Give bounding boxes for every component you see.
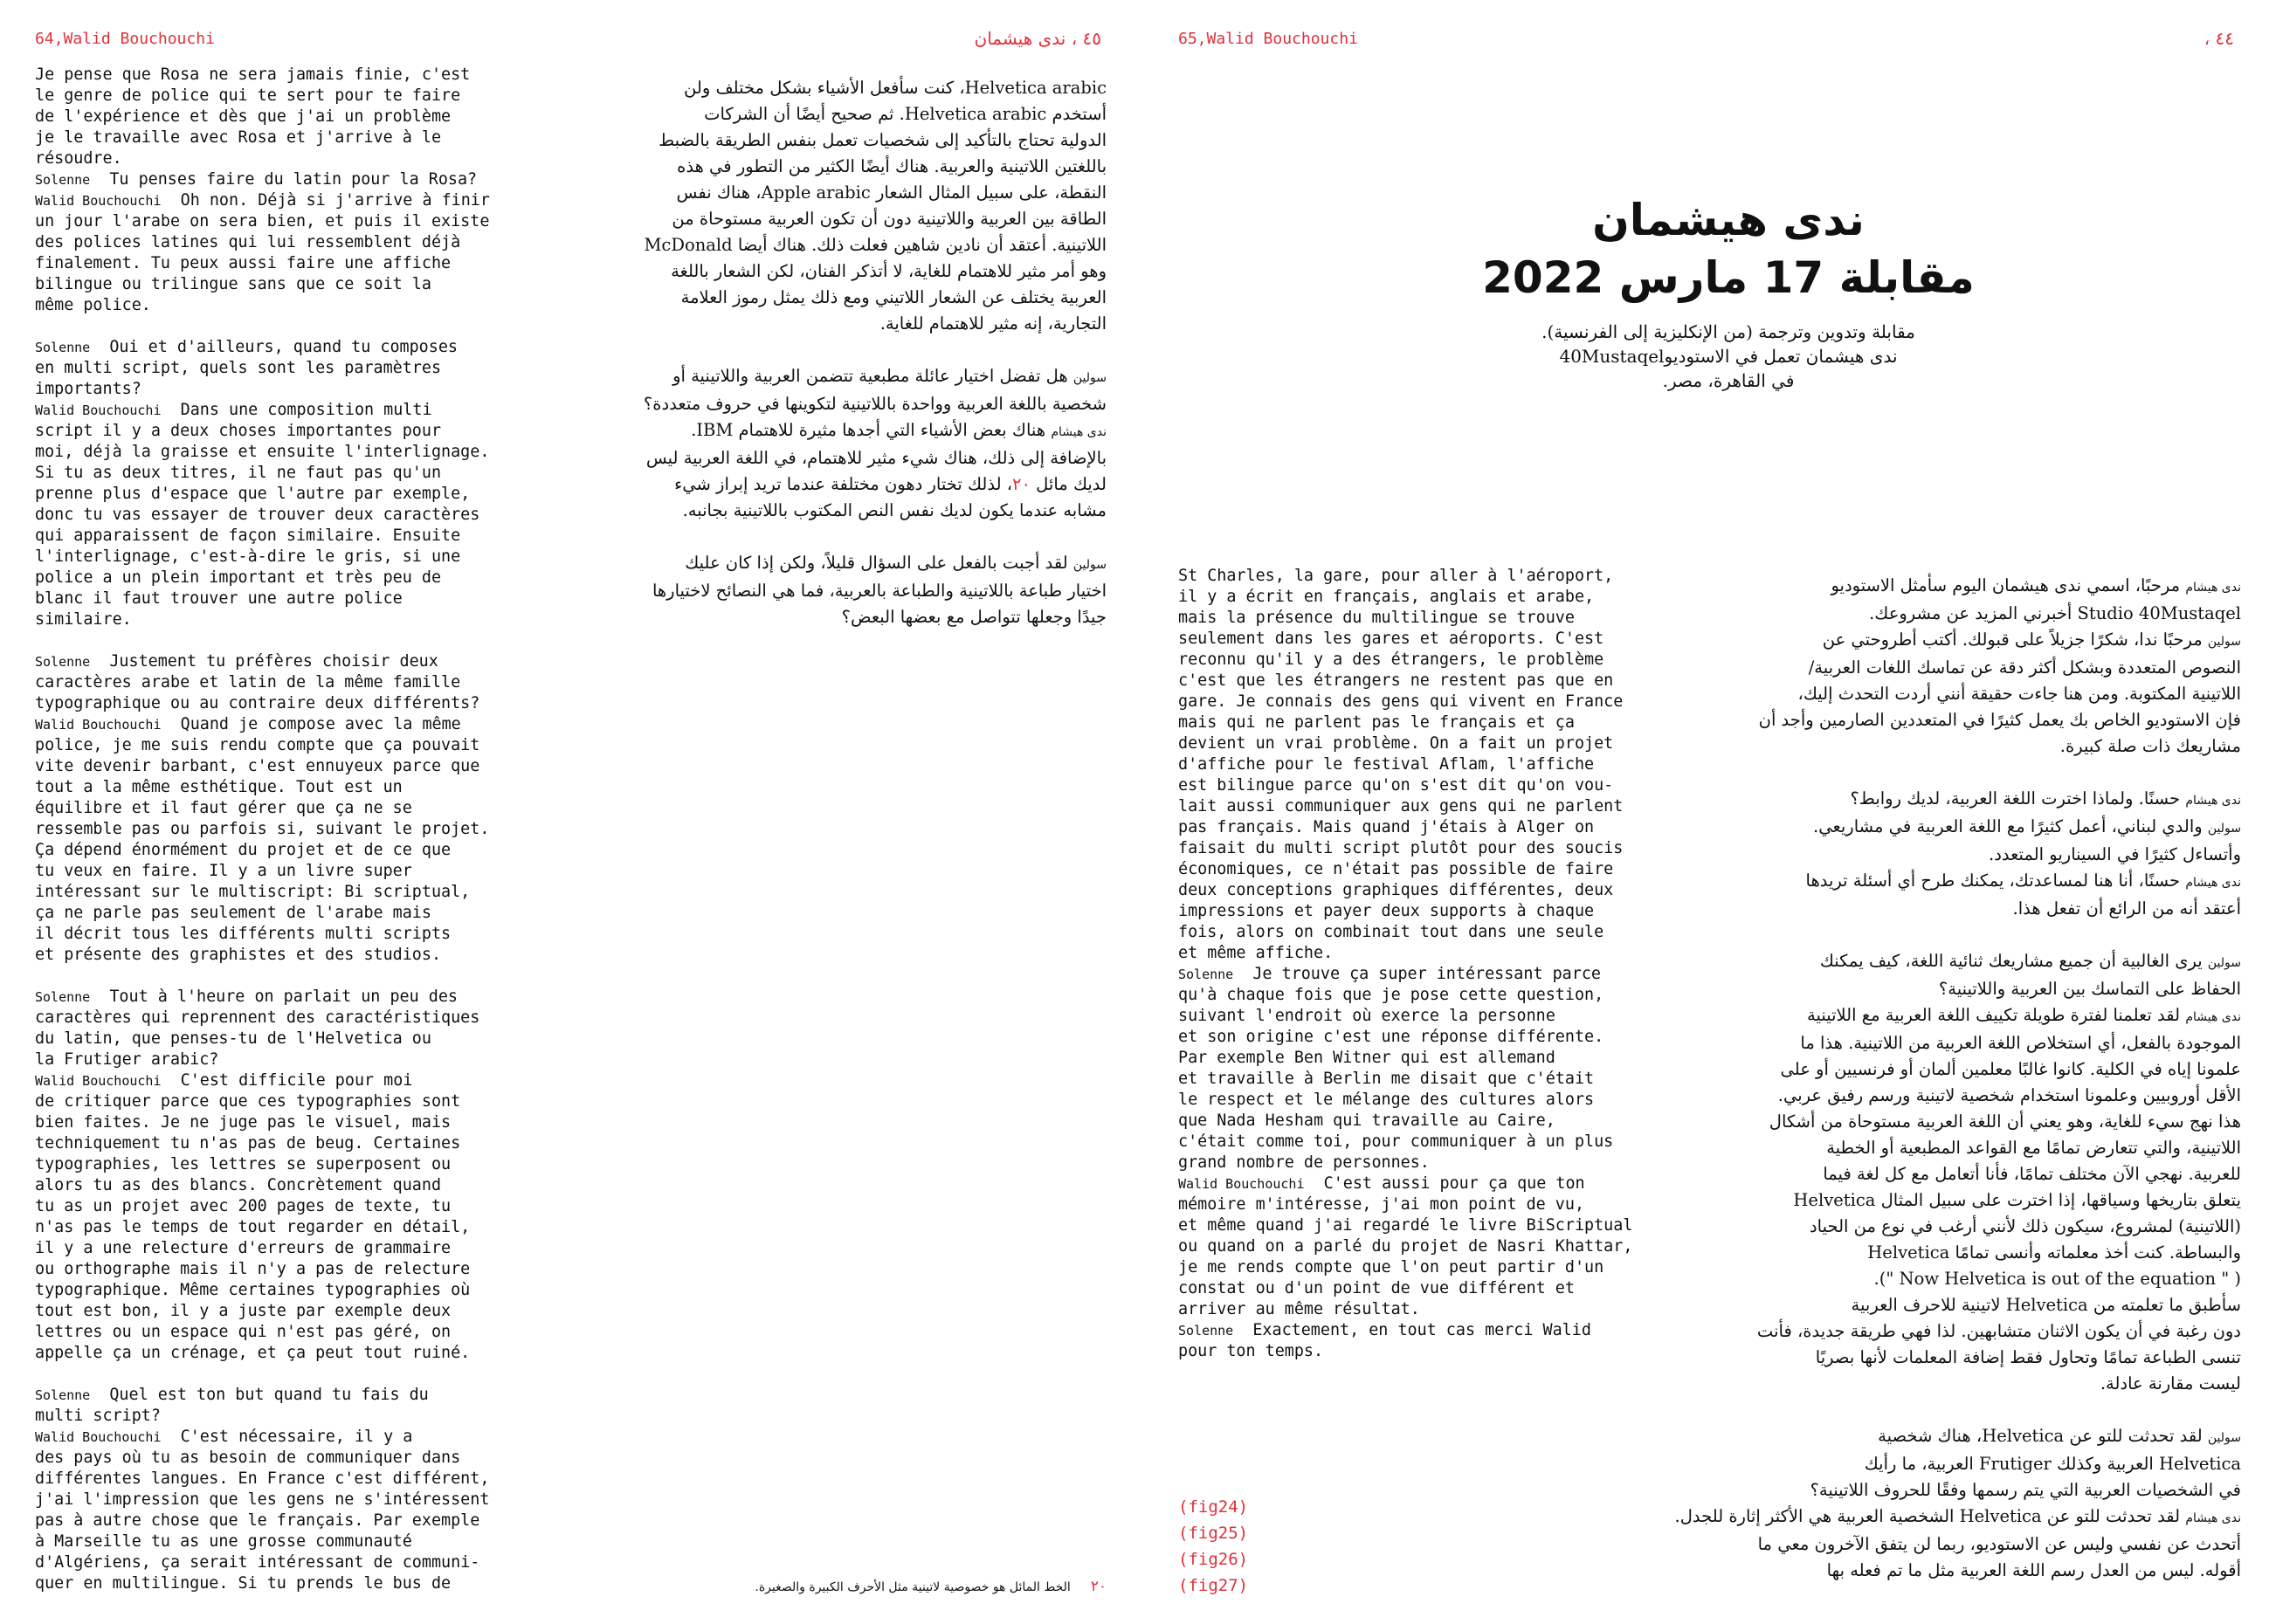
text-line: Studio 40Mustaqel أخبرني المزيد عن مشروعك. xyxy=(1869,603,2241,623)
text-line: Walid Bouchouchi C'est difficile pour moi xyxy=(35,1071,413,1090)
speaker-name: ندى هيشام xyxy=(1051,425,1107,439)
paragraph xyxy=(35,337,559,630)
text-line: باللغتين اللاتينية والعربية. هناك أيضًا الكثير من التطور في هذه xyxy=(677,156,1107,176)
speaker-name: Solenne xyxy=(1178,967,1234,982)
text-line: blanc il faut trouver une autre police xyxy=(35,589,403,608)
text-line: سولين هل تفضل اختيار عائلة مطبعية تتضمن العربية واللاتينية أو xyxy=(672,366,1107,386)
text-line: tout a la même esthétique. Tout est un xyxy=(35,778,403,796)
text-line: Solenne Quel est ton but quand tu fais du xyxy=(35,1386,429,1404)
text-line: importants? xyxy=(35,380,141,398)
text-line: suivant l'endroit où exerce la personne xyxy=(1178,1007,1555,1025)
text-line: شخصية باللغة العربية وواحدة باللاتينية لتكوينها في حروف متعددة؟ xyxy=(643,394,1107,414)
text-line: للعربية. نهجي الآن مختلف تمامًا، فأنا أتعامل مع كل لغة فيما xyxy=(1823,1164,2241,1184)
text-line: Walid Bouchouchi C'est aussi pour ça que ton xyxy=(1178,1174,1585,1193)
text-line: en multi script, quels sont les paramètres xyxy=(35,359,442,377)
text-line: techniquement tu n'as pas de beug. Certaines xyxy=(35,1134,461,1153)
text-line: deux conceptions graphiques différentes, deux xyxy=(1178,881,1614,899)
speaker-name: Walid Bouchouchi xyxy=(1178,1176,1305,1192)
text-line: سولين والدي لبناني، أعمل كثيرًا مع اللغة العربية في مشاريعي. xyxy=(1813,816,2241,836)
intro-block xyxy=(1484,320,1973,393)
text-line: du latin, que penses-tu de l'Helvetica ou xyxy=(35,1029,431,1048)
text-line: différentes langues. En France c'est différent, xyxy=(35,1469,490,1488)
text-line: Solenne Exactement, en tout cas merci Walid xyxy=(1178,1321,1591,1339)
speaker-name: سولين xyxy=(2207,822,2241,836)
speaker-name: سولين xyxy=(1072,558,1107,572)
text-line: mais la présence du multilingue se trouve xyxy=(1178,609,1575,627)
text-line: police, je me suis rendu compte que ça pouvait xyxy=(35,736,480,754)
text-line: n'as pas le temps de tout regarder en détail, xyxy=(35,1218,471,1236)
text-line: النصوص المتعددة وبشكل أكثر دقة عن تماسك اللغات العربية/ xyxy=(1808,657,2241,678)
text-line: impressions et payer deux supports à chaque xyxy=(1178,902,1595,920)
intro-line: مقابلة وتدوين وترجمة (من الإنكليزية إلى الفرنسية). xyxy=(1541,321,1915,342)
text-line: الدولية تحتاج بالتأكيد إلى شخصيات تعمل بنفس الطريقة بالضبط xyxy=(659,130,1107,150)
text-line: اختيار طباعة باللاتينية والطباعة بالعربية، فما هي النصائح لاختيارها xyxy=(652,581,1107,601)
text-line: tu as un projet avec 200 pages de texte, tu xyxy=(35,1197,452,1215)
text-line: je le travaille avec Rosa et j'arrive à le xyxy=(35,128,442,147)
text-line: التجارية، إنه مثير للاهتمام للغاية. xyxy=(879,313,1107,334)
text-line: سولين يرى الغالبية أن جميع مشاريعك ثنائية اللغة، كيف يمكنك xyxy=(1819,951,2241,971)
text-line: la Frutiger arabic? xyxy=(35,1050,219,1069)
footnote-marker: ٢٠ xyxy=(1012,474,1031,494)
text-line: appelle ça un crénage, et ça peut tout ruiné. xyxy=(35,1344,471,1362)
text-line: ندى هيشام مرحبًا، اسمي ندى هيشمان اليوم سأمثل الاستوديو xyxy=(1831,575,2241,595)
text-line: tout est bon, il y a juste par exemple deux xyxy=(35,1302,452,1320)
text-line: faisait du multi script plutôt pour des soucis xyxy=(1178,839,1624,857)
speaker-name: سولين xyxy=(2207,1431,2241,1445)
text-line: d'Algériens, ça serait intéressant de communi- xyxy=(35,1553,480,1572)
text-line: et même quand j'ai regardé le livre BiScriptual xyxy=(1178,1216,1633,1235)
arabic-column-right xyxy=(1674,573,2241,1610)
text-line: Walid Bouchouchi C'est nécessaire, il y a xyxy=(35,1428,413,1446)
text-line: اللاتينية، والتي تتعارض تمامًا مع القواعد المطبعية أو الخطية xyxy=(1826,1138,2241,1158)
text-line: مشاريعك ذات صلة كبيرة. xyxy=(2059,736,2241,756)
text-line: الحفاظ على التماسك بين العربية واللاتينية؟ xyxy=(1938,979,2241,999)
text-line: اللاتينية المكتوبة. ومن هنا جاءت حقيقة أنني أردت التحدث إليك، xyxy=(1797,684,2241,704)
text-line: typographies, les lettres se superposent ou xyxy=(35,1155,452,1173)
text-line: le respect et le mélange des cultures alors xyxy=(1178,1091,1595,1109)
speaker-name: سولين xyxy=(2207,635,2241,649)
text-line: alors tu as des blancs. Concrètement quand xyxy=(35,1176,442,1194)
text-line: seulement dans les gares et aéroports. C'est xyxy=(1178,630,1604,648)
text-line: مشابه عندما يكون لديك نفس النص المكتوب باللاتينية بجانبه. xyxy=(682,500,1107,520)
footnote-number: ٢٠ xyxy=(1090,1578,1107,1595)
left-page xyxy=(0,0,1134,1624)
paragraph xyxy=(35,987,559,1364)
text-line: النقطة، على سبيل المثال الشعار Apple arabic، هناك نفس xyxy=(676,182,1107,203)
text-line: script il y a deux choses importantes pour xyxy=(35,422,442,440)
text-line: أعتقد أنه من الرائع أن تفعل هذا. xyxy=(2012,898,2241,919)
text-line: ressemble pas ou parfois si, suivant le projet. xyxy=(35,820,490,838)
paragraph xyxy=(565,75,1107,337)
text-line: أستخدم Helvetica arabic. ثم صحيح أيضًا أن الشركات xyxy=(704,104,1107,124)
text-line: تنسى الطباعة تمامًا وتحاول فقط إضافة المعلمات لأنها بصريًا xyxy=(1815,1347,2241,1367)
text-line: والبساطة. كنت أخذ معلماته وأنسى تمامًا Helvetica xyxy=(1867,1242,2241,1263)
speaker-name: Walid Bouchouchi xyxy=(35,717,162,733)
paragraph xyxy=(35,1385,559,1594)
paragraph xyxy=(35,65,559,316)
speaker-name: ندى هيشام xyxy=(2185,876,2241,890)
text-line: moi, déjà la graisse et ensuite l'interlignage. xyxy=(35,443,490,461)
speaker-name: Walid Bouchouchi xyxy=(35,403,162,418)
running-head-left-ar: ٤٥ ، ندى هيشمان xyxy=(974,28,1101,49)
text-line: multi script? xyxy=(35,1407,161,1425)
paragraph xyxy=(35,651,559,966)
text-line: pas français. Mais quand j'étais à Alger on xyxy=(1178,818,1595,836)
text-line: bien faites. Je ne juge pas le visuel, mais xyxy=(35,1113,452,1132)
text-line: Par exemple Ben Witner qui est allemand xyxy=(1178,1049,1555,1067)
text-line: est bilingue parce qu'on s'est dit qu'on vou- xyxy=(1178,776,1614,795)
speaker-name: Walid Bouchouchi xyxy=(35,193,162,209)
text-line: intéressant sur le multiscript: Bi scriptual, xyxy=(35,883,471,901)
text-line: أتحدث عن نفسي وليس عن الاستوديو، ربما لن يتفق الآخرون معي ما xyxy=(1757,1534,2241,1554)
text-line: tu veux en faire. Il y a un livre super xyxy=(35,862,412,880)
text-line: لديك مائل ٢٠، لذلك تختار دهون مختلفة عندما تريد إبراز شيء xyxy=(674,474,1107,494)
speaker-name: Solenne xyxy=(1178,1323,1234,1338)
text-line: Walid Bouchouchi Dans une composition multi xyxy=(35,401,432,419)
paragraph xyxy=(1700,786,2241,922)
figure-ref: (fig24) xyxy=(1178,1497,1249,1517)
text-line: qui apparaissent de façon similaire. Ensuite xyxy=(35,526,461,545)
text-line: résoudre. xyxy=(35,149,122,168)
text-line: Solenne Je trouve ça super intéressant parce xyxy=(1178,965,1601,983)
text-line: et présente des graphistes et des studios. xyxy=(35,946,442,964)
text-line: lettres ou un espace qui n'est pas géré, on xyxy=(35,1323,452,1341)
text-line: et son origine c'est une réponse différente. xyxy=(1178,1028,1604,1046)
text-line: العربية يختلف عن الشعار اللاتيني ومع ذلك يمثل رموز العلامة xyxy=(680,287,1107,307)
text-line: caractères arabe et latin de la même famille xyxy=(35,673,461,692)
text-line: ou orthographe mais il n'y a pas de relecture xyxy=(35,1260,471,1278)
text-line: سولين لقد أجبت بالفعل على السؤال قليلاً، ولكن إذا كان عليك xyxy=(685,553,1107,573)
text-line: سولين لقد تحدثت للتو عن Helvetica، هناك شخصية xyxy=(1878,1426,2241,1446)
text-line: de critiquer parce que ces typographies sont xyxy=(35,1092,461,1111)
text-line: gare. Je connais des gens qui vivent en France xyxy=(1178,692,1624,711)
text-line: devient un vrai problème. On a fait un projet xyxy=(1178,734,1614,753)
speaker-name: Walid Bouchouchi xyxy=(35,1429,162,1445)
text-line: reconnu qu'il y a des étrangers, le problème xyxy=(1178,650,1604,669)
text-line: et même affiche. xyxy=(1178,944,1334,962)
right-page xyxy=(1134,0,2269,1624)
text-line: qu'à chaque fois que je pose cette question, xyxy=(1178,986,1604,1004)
text-line: Solenne Justement tu préfères choisir deux xyxy=(35,652,438,671)
text-line: وأتساءل كثيرًا في السيناريو المتعدد. xyxy=(1989,844,2241,864)
text-line: économiques, ce n'était pas possible de faire xyxy=(1178,860,1614,878)
text-line: le genre de police qui te sert pour te faire xyxy=(35,86,461,105)
text-line: similaire. xyxy=(35,610,132,629)
text-line: des pays où tu as besoin de communiquer dans xyxy=(35,1449,461,1467)
text-line: il y a écrit en français, anglais et arabe, xyxy=(1178,588,1595,606)
text-line: ندى هيشام هناك بعض الأشياء التي أجدها مثيرة للاهتمام IBM. xyxy=(691,420,1107,440)
speaker-name: Solenne xyxy=(35,654,91,670)
text-line: الموجودة بالفعل، أي استخلاص اللغة العربية من اللاتينية. هذا ما xyxy=(1800,1033,2241,1053)
text-line: c'était comme toi, pour communiquer à un plus xyxy=(1178,1132,1614,1151)
text-line: Solenne Tout à l'heure on parlait un peu des xyxy=(35,987,458,1006)
text-line: جيدًا وجعلها تتواصل مع بعضها البعض؟ xyxy=(841,607,1107,627)
figure-ref: (fig25) xyxy=(1178,1524,1249,1543)
text-line: pour ton temps. xyxy=(1178,1342,1324,1360)
text-line: في الشخصيات العربية التي يتم رسمها وفقًا للحروف اللاتينية؟ xyxy=(1810,1480,2241,1500)
paragraph xyxy=(1178,566,1711,1362)
text-line: ( " Now Helvetica is out of the equation "). xyxy=(1873,1269,2241,1289)
footnote-text: الخط المائل هو خصوصية لاتينية مثل الأحرف الكبيرة والصغيرة. xyxy=(755,1580,1071,1594)
text-line: finalement. Tu peux aussi faire une affiche xyxy=(35,254,452,272)
text-line: mais qui ne parlent pas le français et ça xyxy=(1178,713,1575,732)
french-column-left xyxy=(35,65,559,1615)
text-line: Solenne Oui et d'ailleurs, quand tu composes xyxy=(35,338,458,356)
text-line: de l'expérience et dès que j'ai un problème xyxy=(35,107,452,126)
text-line: وهو أمر مثير للاهتمام للغاية، لا أتذكر الفنان، لكن الشعار باللغة xyxy=(671,261,1107,281)
text-line: que Nada Hesham qui travaille au Caire, xyxy=(1178,1111,1555,1130)
speaker-name: Solenne xyxy=(35,172,91,188)
paragraph xyxy=(1674,1423,2241,1584)
paragraph xyxy=(565,363,1107,524)
text-line: سولين مرحبًا ندا، شكرًا جزيلاً على قبولك. أكتب أطروحتي عن xyxy=(1822,630,2241,650)
text-line: Je pense que Rosa ne sera jamais finie, c'est xyxy=(35,65,471,84)
text-line: سأطبق ما تعلمته من Helvetica لاتينية للاحرف العربية xyxy=(1851,1295,2241,1315)
speaker-name: ندى هيشام xyxy=(2185,581,2241,595)
speaker-name: Walid Bouchouchi xyxy=(35,1073,162,1089)
text-line: ça ne parle pas seulement de l'arabe mais xyxy=(35,904,431,922)
text-line: donc tu vas essayer de trouver deux caractères xyxy=(35,506,480,524)
text-line: اللاتينية. أعتقد أن نادين شاهين فعلت ذلك. هناك أيضا McDonald xyxy=(644,235,1107,255)
speaker-name: Solenne xyxy=(35,989,91,1005)
text-line: fois, alors on combinait tout dans une seule xyxy=(1178,923,1604,941)
paragraph xyxy=(565,550,1107,630)
text-line: arriver au même résultat. xyxy=(1178,1300,1420,1318)
text-line: l'interlignage, c'est-à-dire le gris, si une xyxy=(35,547,461,566)
speaker-name: سولين xyxy=(2207,956,2241,970)
speaker-name: Solenne xyxy=(35,340,91,355)
paragraph xyxy=(1700,948,2241,1397)
text-line: يتعلق بتاريخها وسياقها، إذا اخترت على سبيل المثال Helvetica xyxy=(1793,1190,2241,1210)
french-column-right xyxy=(1178,566,1711,1383)
text-line: ندى هيشام حسنًا، أنا هنا لمساعدتك، يمكنك طرح أي أسئلة تريدها xyxy=(1805,870,2241,891)
text-line: أقوله. ليس من العدل رسم اللغة العربية مثل ما تم فعله بها xyxy=(1826,1560,2241,1580)
text-line: ندى هيشام لقد تعلمنا لفترة طويلة تكييف اللغة العربية مع اللاتينية xyxy=(1807,1005,2241,1025)
text-line: et travaille à Berlin me disait que c'était xyxy=(1178,1070,1595,1088)
text-line: lait aussi communiquer aux gens qui ne parlent xyxy=(1178,797,1624,815)
arabic-column-left xyxy=(565,75,1107,657)
text-line: vite devenir barbant, c'est ennuyeux parce que xyxy=(35,757,480,775)
text-line: constat ou d'un point de vue différent et xyxy=(1178,1279,1575,1297)
text-line: il y a une relecture d'erreurs de grammaire xyxy=(35,1239,452,1257)
figure-ref: (fig27) xyxy=(1178,1576,1249,1595)
text-line: Ça dépend énormément du projet et de ce que xyxy=(35,841,452,859)
text-line: même police. xyxy=(35,296,151,314)
speaker-name: Solenne xyxy=(35,1387,91,1403)
text-line: علمونا إياه في الكلية. كانوا غالبًا معلمين ألمان أو فرنسيين أو على xyxy=(1780,1059,2241,1079)
text-line: Solenne Tu penses faire du latin pour la Rosa? xyxy=(35,170,478,189)
speaker-name: ندى هيشام xyxy=(2185,794,2241,808)
running-head-right-ar: ٤٤ ، xyxy=(2203,28,2234,49)
text-line: d'affiche pour le festival Aflam, l'affiche xyxy=(1178,755,1595,774)
intro-line: في القاهرة، مصر. xyxy=(1662,370,1795,391)
title-interview-date: مقابلة 17 مارس 2022 xyxy=(1482,252,1975,303)
footnote-20 xyxy=(755,1578,1107,1595)
text-line: pas à autre chose que le français. Par exemple xyxy=(35,1511,480,1530)
text-line: un jour l'arabe on sera bien, et puis il existe xyxy=(35,212,490,231)
text-line: des polices latines qui lui ressemblent déjà xyxy=(35,233,461,251)
figure-references xyxy=(1178,1494,1248,1599)
text-line: بالإضافة إلى ذلك، هناك شيء مثير للاهتمام، في اللغة العربية ليس xyxy=(645,448,1107,468)
text-line: ندى هيشام لقد تحدثت للتو عن Helvetica الشخصية العربية هي الأكثر إثارة للجدل. xyxy=(1674,1506,2241,1526)
text-line: grand nombre de personnes. xyxy=(1178,1153,1430,1172)
text-line: mémoire m'intéresse, j'ai mon point de vu, xyxy=(1178,1195,1585,1214)
text-line: il décrit tous les différents multi scripts xyxy=(35,925,452,943)
speaker-name: سولين xyxy=(1072,371,1107,385)
text-line: St Charles, la gare, pour aller à l'aéroport, xyxy=(1178,567,1614,585)
text-line: typographique. Même certaines typographies où xyxy=(35,1281,471,1299)
text-line: فإن الاستوديو الخاص بك يعمل كثيرًا في المتعددين الصارمين وأجد أن xyxy=(1758,710,2241,730)
text-line: الطاقة بين العربية واللاتينية دون أن تكون العربية مستوحاة من xyxy=(672,209,1107,229)
text-line: à Marseille tu as une grosse communauté xyxy=(35,1532,412,1551)
text-line: هذا نهج سيء للغاية، وهو يعني أن اللغة العربية مستوحاة من أشكال xyxy=(1769,1111,2241,1132)
text-line: ليست مقارنة عادلة. xyxy=(2100,1373,2241,1393)
text-line: ou quand on a parlé du projet de Nasri Khattar, xyxy=(1178,1237,1633,1256)
text-line: équilibre et il faut gérer que ça ne se xyxy=(35,799,412,817)
text-line: quer en multilingue. Si tu prends le bus de xyxy=(35,1574,452,1593)
figure-ref: (fig26) xyxy=(1178,1550,1249,1569)
running-head-left-fr: 64,Walid Bouchouchi xyxy=(35,30,215,48)
intro-line: ندى هيشمان تعمل في الاستوديو40Mustaqel xyxy=(1559,346,1898,367)
text-line: Walid Bouchouchi Oh non. Déjà si j'arrive à finir xyxy=(35,191,490,210)
speaker-name: ندى هيشام xyxy=(2185,1010,2241,1024)
text-line: caractères qui reprennent des caractéristiques xyxy=(35,1008,480,1027)
text-line: c'est que les étrangers ne restent pas que en xyxy=(1178,671,1614,690)
text-line: دون رغبة في أن يكون الاثنان متشابهين. لذا فهي طريقة جديدة، فأنت xyxy=(1756,1321,2241,1341)
text-line: Helvetica العربية وكذلك Frutiger العربية، ما رأيك xyxy=(1864,1454,2241,1474)
running-head-right-fr: 65,Walid Bouchouchi xyxy=(1178,30,1358,48)
text-line: je me rends compte que l'on peut partir d'un xyxy=(1178,1258,1604,1276)
text-line: j'ai l'impression que les gens ne s'intéressent xyxy=(35,1490,490,1509)
text-line: bilingue ou trilingue sans que ce soit la xyxy=(35,275,431,293)
text-line: الأقل أوروبيين وعلمونا استخدام شخصية لاتينية ورسم رفيق عربي. xyxy=(1777,1085,2241,1105)
text-line: police a un plein important et très peu de xyxy=(35,568,442,587)
speaker-name: ندى هيشام xyxy=(2185,1511,2241,1525)
text-line: Si tu as deux titres, il ne faut pas qu'un xyxy=(35,464,442,482)
text-line: prenne plus d'espace que l'autre par exemple, xyxy=(35,485,471,503)
text-line: Walid Bouchouchi Quand je compose avec la même xyxy=(35,715,461,733)
paragraph xyxy=(1700,573,2241,760)
text-line: (اللاتينية) لمشروع، سيكون ذلك لأنني أرغب في نوع من الحياد xyxy=(1809,1216,2241,1236)
title-name: ندى هيشمان xyxy=(1592,195,1865,245)
text-line: ندى هيشام حسنًا. ولماذا اخترت اللغة العربية، لديك روابط؟ xyxy=(1850,788,2241,809)
text-line: typographique ou au contraire deux différents? xyxy=(35,694,480,712)
text-line: Helvetica arabic، كنت سأفعل الأشياء بشكل مختلف ولن xyxy=(684,78,1107,98)
